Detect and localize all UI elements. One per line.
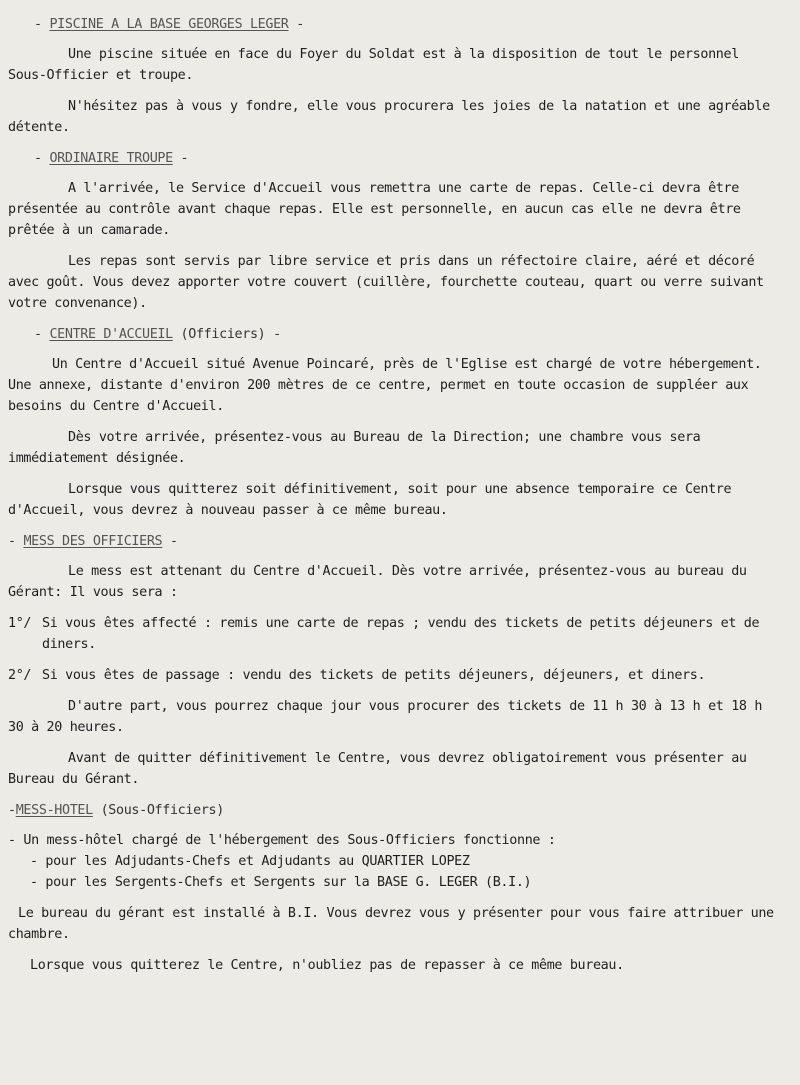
heading-mess-text: MESS DES OFFICIERS xyxy=(23,534,163,549)
list-item-number: 1°/ xyxy=(8,616,32,631)
paragraph-piscine-2: N'hésitez pas à vous y fondre, elle vous procurera les joies de la natation et une agréable détente. xyxy=(8,99,770,135)
paragraph-mess-hotel-2: Lorsque vous quitterez le Centre, n'oubliez pas de repasser à ce même bureau. xyxy=(30,958,624,973)
paragraph-mess-2: Avant de quitter définitivement le Centre, vous devrez obligatoirement vous présenter au Bureau du Gérant. xyxy=(8,751,747,787)
list-item xyxy=(8,665,782,686)
list-item xyxy=(8,613,782,655)
mess-hotel-block xyxy=(8,830,782,893)
heading-centre-text: CENTRE D'ACCUEIL xyxy=(49,327,173,342)
heading-mess-hotel: -MESS-HOTEL (Sous-Officiers) xyxy=(8,803,224,818)
heading-centre: - CENTRE D'ACCUEIL (Officiers) - xyxy=(34,327,281,342)
mess-hotel-sub-line-1: - pour les Adjudants-Chefs et Adjudants au QUARTIER LOPEZ xyxy=(30,854,470,869)
paragraph-ordinaire-2: Les repas sont servis par libre service et pris dans un réfectoire claire, aéré et décoré avec goût. Vous devez apporter votre couvert (cuillère, fourchette couteau, quart ou verre suivant votre convenance). xyxy=(8,254,764,311)
paragraph-centre-3: Lorsque vous quitterez soit définitivement, soit pour une absence temporaire ce Centre d'Accueil, vous devrez à nouveau passer à ce même bureau. xyxy=(8,482,732,518)
paragraph-centre-2: Dès votre arrivée, présentez-vous au Bureau de la Direction; une chambre vous sera immédiatement désignée. xyxy=(8,430,701,466)
heading-mess-hotel-text: MESS-HOTEL xyxy=(15,803,93,818)
heading-centre-suffix: (Officiers) xyxy=(180,327,266,342)
heading-mess: - MESS DES OFFICIERS - xyxy=(8,534,178,549)
list-item-number: 2°/ xyxy=(8,668,32,683)
list-item-text: Si vous êtes affecté : remis une carte de repas ; vendu des tickets de petits déjeuners et de diners. xyxy=(42,616,760,652)
paragraph-centre-1: Un Centre d'Accueil situé Avenue Poincaré, près de l'Eglise est chargé de votre hébergement. Une annexe, distante d'environ 200 mètres de ce centre, permet en toute occasion de suppléer aux besoins du Centre d'Accueil. xyxy=(8,357,762,414)
paragraph-mess-hotel-1: Le bureau du gérant est installé à B.I. Vous devrez vous y présenter pour vous faire attribuer une chambre. xyxy=(8,906,774,942)
heading-ordinaire-text: ORDINAIRE TROUPE xyxy=(49,151,173,166)
heading-ordinaire: - ORDINAIRE TROUPE - xyxy=(34,151,189,166)
paragraph-ordinaire-1: A l'arrivée, le Service d'Accueil vous remettra une carte de repas. Celle-ci devra être présentée au contrôle avant chaque repas. Elle est personnelle, en aucun cas elle ne devra être prêtée à un camarade. xyxy=(8,181,741,238)
mess-hotel-line: - Un mess-hôtel chargé de l'hébergement des Sous-Officiers fonctionne : xyxy=(8,833,556,848)
mess-hotel-sub-line-2: - pour les Sergents-Chefs et Sergents sur la BASE G. LEGER (B.I.) xyxy=(30,875,532,890)
heading-mess-hotel-suffix: (Sous-Officiers) xyxy=(100,803,224,818)
heading-piscine-text: PISCINE A LA BASE GEORGES LEGER xyxy=(49,17,289,32)
list-item-text: Si vous êtes de passage : vendu des tickets de petits déjeuners, déjeuners, et diners. xyxy=(42,668,706,683)
paragraph-piscine-1: Une piscine située en face du Foyer du Soldat est à la disposition de tout le personnel Sous-Officier et troupe. xyxy=(8,47,739,83)
paragraph-mess-1: D'autre part, vous pourrez chaque jour vous procurer des tickets de 11 h 30 à 13 h et 18 h 30 à 20 heures. xyxy=(8,699,763,735)
heading-piscine: - PISCINE A LA BASE GEORGES LEGER - xyxy=(34,17,304,32)
paragraph-mess-intro: Le mess est attenant du Centre d'Accueil. Dès votre arrivée, présentez-vous au bureau du Gérant: Il vous sera : xyxy=(8,564,747,600)
